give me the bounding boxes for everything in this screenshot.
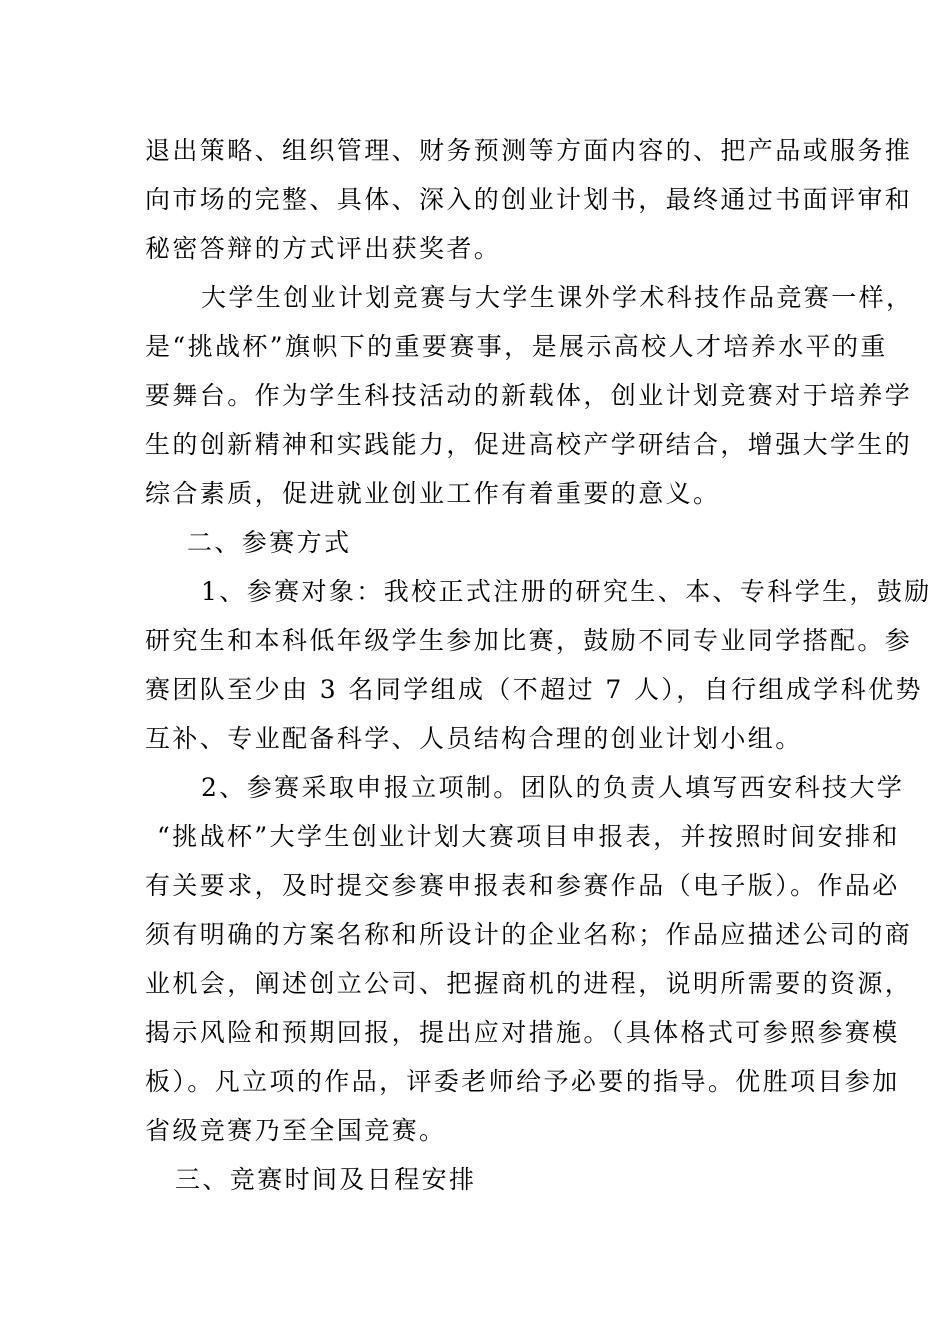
- paragraph-line: 要舞台。作为学生科技活动的新载体，创业计划竞赛对于培养学: [145, 381, 913, 410]
- document-body: [145, 126, 932, 1204]
- section-heading: 二、参赛方式: [187, 528, 352, 557]
- paragraph-line: 秘密答辩的方式评出获奖者。: [145, 234, 502, 263]
- paragraph-line: 1、参赛对象：我校正式注册的研究生、本、专科学生，鼓励: [201, 577, 932, 606]
- paragraph-line: 互补、专业配备科学、人员结构合理的创业计划小组。: [145, 724, 803, 753]
- paragraph-line: 揭示风险和预期回报，提出应对措施。（具体格式可参照参赛模: [145, 1018, 900, 1047]
- paragraph-line: “挑战杯”大学生创业计划大赛项目申报表，并按照时间安排和: [157, 822, 900, 851]
- paragraph-line: 须有明确的方案名称和所设计的企业名称；作品应描述公司的商: [145, 920, 913, 949]
- paragraph-line: 研究生和本科低年级学生参加比赛，鼓励不同专业同学搭配。参: [145, 626, 913, 655]
- paragraph-line: 2、参赛采取申报立项制。团队的负责人填写西安科技大学: [201, 773, 905, 802]
- paragraph-line: 业机会，阐述创立公司、把握商机的进程，说明所需要的资源，: [145, 969, 913, 998]
- paragraph-line: 生的创新精神和实践能力，促进高校产学研结合，增强大学生的: [145, 430, 913, 459]
- paragraph-line: 有关要求，及时提交参赛申报表和参赛作品（电子版）。作品必: [145, 871, 900, 900]
- paragraph-line: 板）。凡立项的作品，评委老师给予必要的指导。优胜项目参加: [145, 1067, 900, 1096]
- paragraph-line: 赛团队至少由 3 名同学组成（不超过 7 人），自行组成学科优势: [145, 675, 923, 704]
- paragraph-line: 综合素质，促进就业创业工作有着重要的意义。: [145, 479, 721, 508]
- paragraph-line: 退出策略、组织管理、财务预测等方面内容的、把产品或服务推: [145, 136, 913, 165]
- section-heading: 三、竞赛时间及日程安排: [175, 1165, 477, 1194]
- paragraph-line: 大学生创业计划竞赛与大学生课外学术科技作品竞赛一样，: [201, 283, 914, 312]
- paragraph-line: 是“挑战杯”旗帜下的重要赛事，是展示高校人才培养水平的重: [145, 332, 888, 361]
- paragraph-line: 向市场的完整、具体、深入的创业计划书，最终通过书面评审和: [145, 185, 913, 214]
- paragraph-line: 省级竞赛乃至全国竞赛。: [145, 1116, 447, 1145]
